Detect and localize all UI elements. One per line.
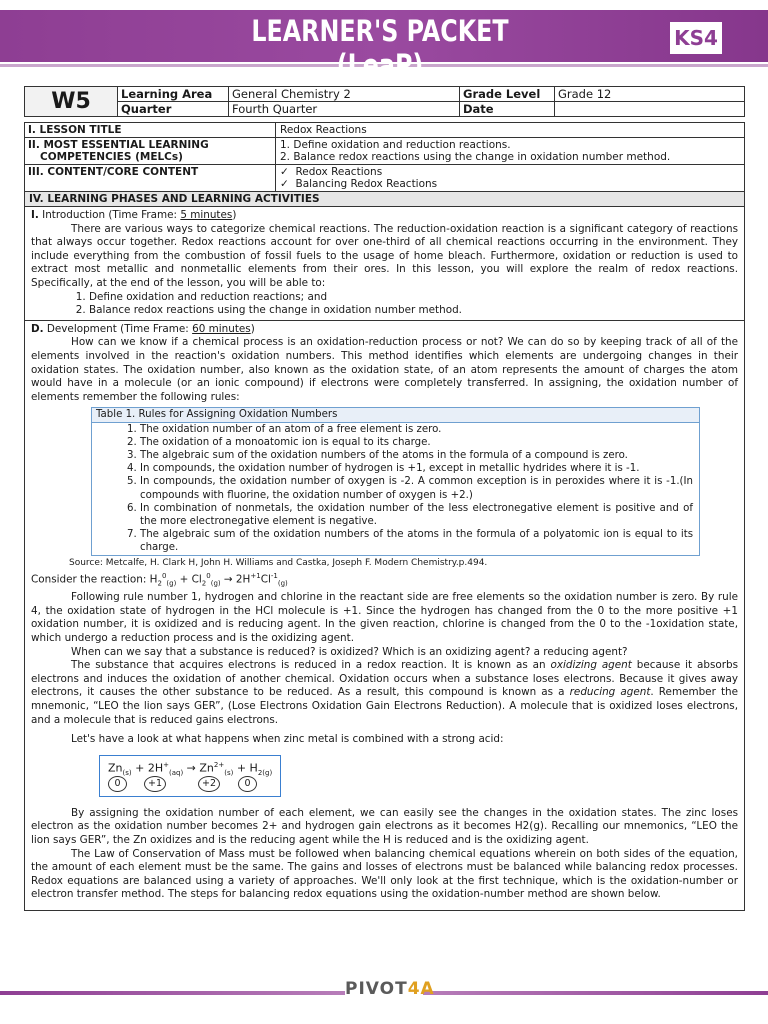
melc-label-line1: II. MOST ESSENTIAL LEARNING bbox=[28, 139, 209, 151]
table-title: Table 1. Rules for Assigning Oxidation Numbers bbox=[92, 408, 699, 422]
content-row bbox=[25, 164, 744, 191]
learning-phases-heading: IV. LEARNING PHASES AND LEARNING ACTIVITIES bbox=[25, 191, 744, 206]
rule-item: 5. In compounds, the oxidation number of oxygen is -2. A common exception is in peroxides where it is -1.(In compounds with fluorine, the oxidation number of oxygen is +2.) bbox=[140, 475, 693, 501]
rule-item: 1. The oxidation number of an atom of a free element is zero. bbox=[140, 423, 693, 436]
development-paragraph-2: Following rule number 1, hydrogen and chlorine in the reactant side are free elements so the oxidation number is zero. By rule 4, the oxidation state of hydrogen in the HCl molecule is +1. Since the hydrogen has changed from the 0 to the more positive +1 oxidation number, it is oxidized and is reducing agent. In the given reaction, chlorine is changed from the 0 to the -1oxidation state, which undergo a reduction process and is the oxidizing agent. bbox=[31, 591, 738, 645]
lesson-title-label: I. LESSON TITLE bbox=[25, 123, 276, 137]
key-stage-badge: KS4 bbox=[670, 22, 722, 54]
rule-item: 6. In combination of nonmetals, the oxidation number of the less electronegative element is positive and of the more electronegative element is negative. bbox=[140, 502, 693, 528]
grade-level-label: Grade Level bbox=[460, 87, 555, 102]
check-icon: ✓ bbox=[280, 178, 296, 190]
melc-item: 2. Balance redox reactions using the change in oxidation number method. bbox=[280, 151, 671, 163]
date-field[interactable] bbox=[555, 102, 745, 117]
development-paragraph-1: How can we know if a chemical process is an oxidation-reduction process or not? We can do so by keeping track of all of the elements involved in the reaction's oxidation numbers. This method identifies which elements are undergoing changes in their oxidation states. The oxidation number, also known as the oxidation state, of an atom represents the amount of charges the atom would have in a molecule (or an ionic compound) if electrons were completely transferred. In assigning, the oxidation number of elements remember the following rules: bbox=[31, 336, 738, 403]
development-paragraph-7: The Law of Conservation of Mass must be followed when balancing chemical equations wherein on both sides of the equation, the amount of each element must be the same. The gains and losses of electrons must be balanced while balancing redox processes. Redox equations are balanced using a variety of approaches. We'll only look at the first technique, which is the oxidation-number or electron transfer method. The steps for balancing redox equations using the oxidation-number method are shown below. bbox=[31, 847, 738, 901]
lesson-title-row bbox=[25, 122, 744, 137]
page-banner bbox=[0, 0, 768, 82]
lesson-title-value: Redox Reactions bbox=[280, 124, 367, 136]
development-paragraph-4: The substance that acquires electrons is reduced in a redox reaction. It is known as an oxidizing agent because it absorbs electrons and induces the oxidation of another chemical. Oxidation occurs when a substance loses electrons. Because it gives away electrons, it causes the other substance to be reduced. As a result, this compound is known as a reducing agent. Remember the mnemonic, “LEO the lion says GER”, (Lose Electrons Oxidation Gain Electrons Reduction). A molecule that is oxidized loses electrons, and a molecule that is reduced gains electrons. bbox=[31, 659, 738, 726]
objectives-list bbox=[31, 291, 738, 318]
development-paragraph-3: When can we say that a substance is reduced? is oxidized? Which is an oxidizing agent? a reducing agent? bbox=[71, 645, 628, 658]
check-icon: ✓ bbox=[280, 166, 296, 178]
rules-list bbox=[92, 423, 699, 555]
header-table bbox=[24, 86, 745, 117]
zinc-equation: $Zn_{(s)} + 2H^+_{(aq)} \to Zn^{2+}_{(s)} + H_{2(g)}$ bbox=[108, 760, 273, 777]
introduction-heading: I. Introduction (Time Frame: 5 minutes) bbox=[31, 209, 237, 221]
melc-label-line2: COMPETENCIES (MELCs) bbox=[40, 151, 183, 163]
date-label: Date bbox=[460, 102, 555, 117]
rule-item: 2. The oxidation of a monoatomic ion is equal to its charge. bbox=[140, 436, 693, 449]
pivot-logo: PIVOT4A bbox=[345, 979, 435, 999]
objective-item: 1. Define oxidation and reduction reactions; and bbox=[89, 291, 738, 305]
rule-item: 4. In compounds, the oxidation number of hydrogen is +1, except in metallic hydrides where it is -1. bbox=[140, 462, 693, 475]
quarter-value: Fourth Quarter bbox=[229, 102, 460, 117]
introduction-block bbox=[25, 206, 744, 320]
zinc-reaction-box bbox=[99, 755, 281, 797]
oxidation-number: 0 bbox=[108, 776, 127, 792]
table-source: Source: Metcalfe, H. Clark H, John H. Williams and Castka, Joseph F. Modern Chemistry.p.494. bbox=[69, 557, 488, 568]
oxidation-number: 0 bbox=[238, 776, 257, 792]
learner-packet-sheet bbox=[24, 86, 745, 911]
content-item: Balancing Redox Reactions bbox=[295, 178, 438, 190]
oxidation-rules-table bbox=[91, 407, 700, 555]
rule-item: 7. The algebraic sum of the oxidation numbers of the atoms in the formula of a polyatomic ion is equal to its charge. bbox=[140, 528, 693, 554]
reaction-line: Consider the reaction: $H_2^0_{(g)} + Cl_2^0_{(g)} \to 2H^{+1}Cl^{-1}_{(g)}$ bbox=[31, 572, 288, 588]
quarter-label: Quarter bbox=[118, 102, 229, 117]
development-block bbox=[25, 320, 744, 910]
melc-list bbox=[276, 138, 744, 164]
oxidation-number: +1 bbox=[144, 776, 166, 792]
grade-level-value: Grade 12 bbox=[555, 87, 745, 102]
development-paragraph-6: By assigning the oxidation number of each element, we can easily see the changes in the oxidation states. The zinc loses electron as the oxidation number becomes 2+ and hydrogen gain electrons as it becomes H2(g). Recalling our mnemonics, “LEO the lion says GER”, the Zn oxidizes and is the reducing agent while the H is reduced and is the oxidizing agent. bbox=[31, 806, 738, 846]
week-label: W5 bbox=[25, 87, 118, 117]
development-heading: D. Development (Time Frame: 60 minutes) bbox=[31, 322, 255, 335]
objective-item: 2. Balance redox reactions using the change in oxidation number method. bbox=[89, 304, 738, 318]
oxidation-number: +2 bbox=[198, 776, 220, 792]
introduction-paragraph: There are various ways to categorize chemical reactions. The reduction-oxidation reaction is a significant category of reactions that always occur together. Redox reactions account for over one-third of all chemical reactions occurring in the environment. They include everything from the combustion of fossil fuels to the usage of home bleach. Furthermore, oxidation or reduction is used to extract most metallic and nonmetallic elements from their ores. In this lesson, you will explore the realm of redox reactions. Specifically, at the end of the lesson, you will be able to: bbox=[31, 222, 738, 289]
development-paragraph-5: Let's have a look at what happens when zinc metal is combined with a strong acid: bbox=[71, 733, 504, 746]
melc-label bbox=[25, 138, 276, 164]
lesson-sections bbox=[24, 122, 745, 911]
content-item: Redox Reactions bbox=[295, 166, 383, 178]
content-list bbox=[276, 165, 744, 191]
content-label: III. CONTENT/CORE CONTENT bbox=[25, 165, 276, 191]
melc-row bbox=[25, 137, 744, 164]
learning-area-value: General Chemistry 2 bbox=[229, 87, 460, 102]
banner-title: LEARNER'S PACKET (LeaP) bbox=[251, 14, 509, 82]
melc-item: 1. Define oxidation and reduction reactions. bbox=[280, 139, 511, 151]
learning-area-label: Learning Area bbox=[118, 87, 229, 102]
rule-item: 3. The algebraic sum of the oxidation numbers of the atoms in the formula of a compound is zero. bbox=[140, 449, 693, 462]
